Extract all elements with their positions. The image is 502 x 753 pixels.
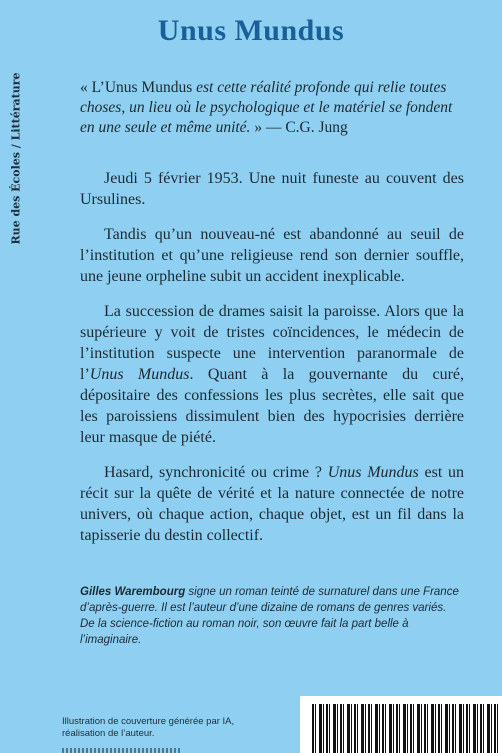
synopsis-paragraph-3	[80, 301, 464, 448]
synopsis-paragraph-2: Tandis qu’un nouveau-né est abandonné au seuil de l’institution et qu’une religieuse rend son dernier souffle, une jeune orpheline subit un accident inexplicable.	[80, 226, 464, 285]
quote-text: est cette réalité profonde qui relie toutes choses, un lieu où le psychologique et le matériel se fondent en une seule et même unité.	[80, 79, 453, 136]
synopsis	[80, 168, 464, 560]
synopsis-paragraph-1: Jeudi 5 février 1953. Une nuit funeste au couvent des Ursulines.	[80, 170, 464, 208]
barcode-panel	[300, 696, 502, 753]
quote-attribution: » — C.G. Jung	[250, 119, 348, 136]
author-bio	[80, 584, 464, 648]
barcode-image	[312, 704, 498, 753]
cover-credit	[62, 716, 234, 740]
spine-text: Rue des Écoles / Littérature	[9, 71, 23, 245]
spine-label	[5, 28, 27, 288]
epigraph-quote	[80, 78, 464, 138]
book-title: Unus Mundus	[157, 14, 345, 47]
author-bio-text: signe un roman teinté de surnaturel dans une France d’après-guerre. Il est l’auteur d’une dizaine de romans de genres variés. De la science-fiction au roman noir, son œuvre fait la part belle à l’imaginaire.	[80, 586, 459, 646]
p4-part-a: Hasard, synchronicité ou crime ?	[104, 464, 328, 481]
p3-title-ref: Unus Mundus	[89, 366, 190, 383]
p3-part-c: . Quant à la gouvernante du curé, dépositaire des confessions les plus secrètes, elle sait que les paroissiens dissimulent bien des hypocrisies derrière leur masque de piété.	[80, 366, 464, 446]
credit-line-1: Illustration de couverture générée par IA,	[62, 716, 235, 727]
p4-part-c: est un récit sur la quête de vérité et la nature connectée de notre univers, où chaque action, chaque objet, est un fil dans la tapisserie du destin collectif.	[80, 464, 464, 544]
p3-part-a: La succession de drames saisit la paroisse. Alors que la supérieure y voit de tristes coïncidences, le médecin de l’institution suspecte une intervention paranormale de l’	[80, 303, 464, 383]
author-name: Gilles Warembourg	[80, 586, 186, 598]
synopsis-paragraph-4	[80, 462, 464, 546]
credit-line-2: réalisation de l’auteur.	[62, 728, 155, 739]
bottom-cropped-text	[62, 748, 182, 753]
p4-title-ref: Unus Mundus	[327, 464, 419, 481]
quote-open: « L’Unus Mundus	[80, 79, 197, 96]
